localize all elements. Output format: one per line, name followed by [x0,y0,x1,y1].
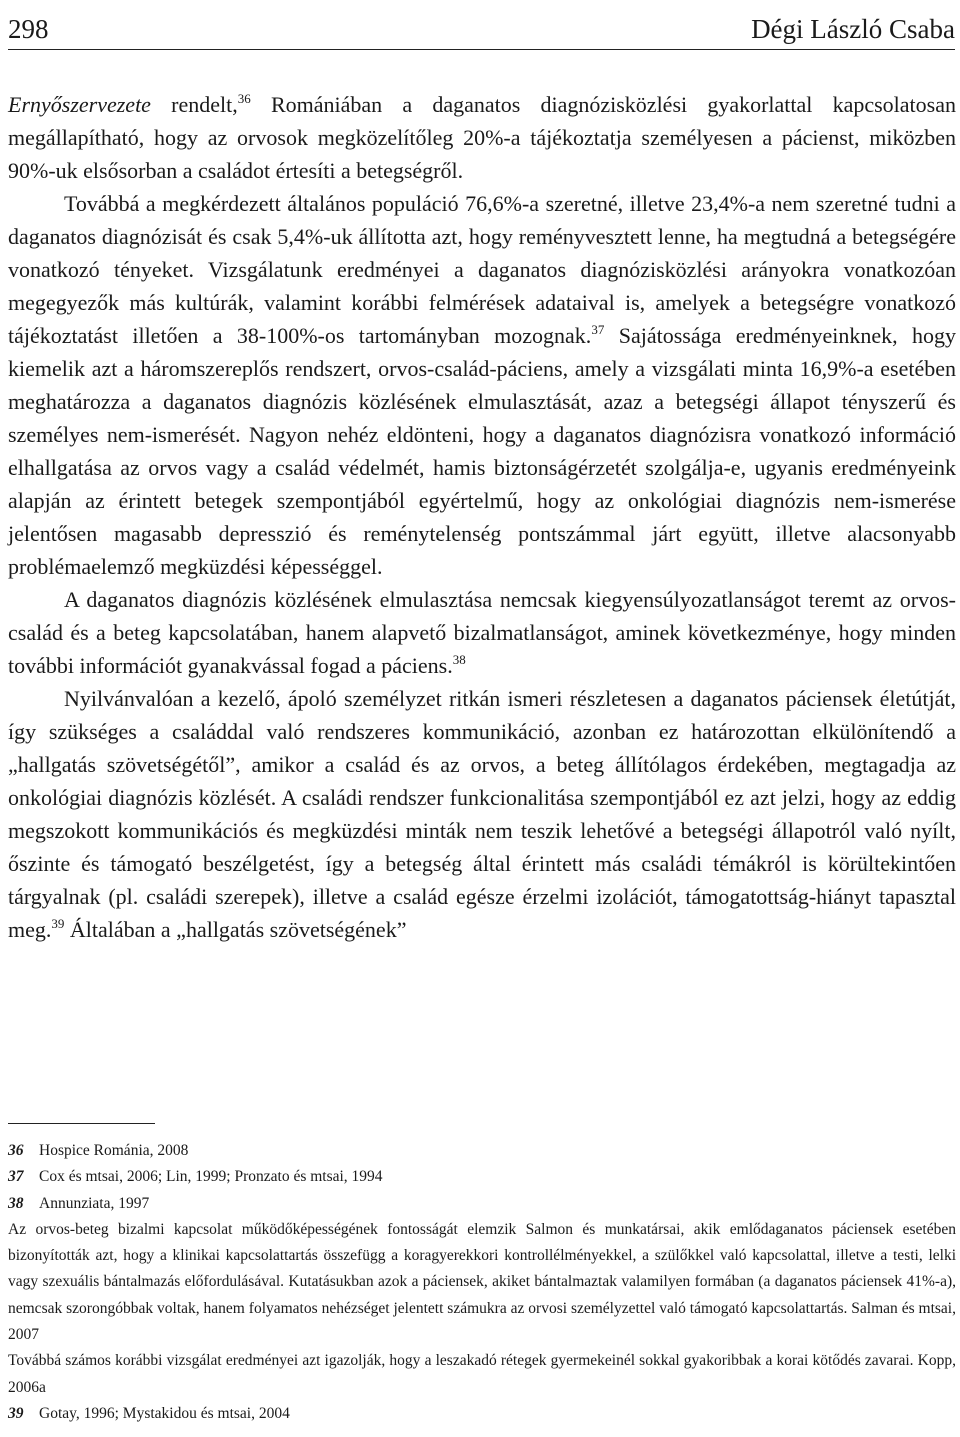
footnote-text: Cox és mtsai, 2006; Lin, 1999; Pronzato és mtsai, 1994 [39,1168,383,1186]
paragraph-4-text-a: Nyilvánvalóan a kezelő, ápoló személyzet ritkán ismeri részletesen a daganatos páciensek életútját, így szükséges a családdal való rendszeres kommunikáció, azonban ez határozottan elkülönítendő a „hallgatás szövetségétől”, amikor a család és az orvos, a beteg állítólagos érdekében, megtagadja az onkológiai diagnózis közlését. A családi rendszer funkcionalitása szempontjából ez azt jelzi, hogy az eddig megszokott kommunikációs és megküzdési minták nem teszik lehetővé a betegségi állapotról való nyílt, őszinte és támogató beszélgetést, így a betegség által érintett más családi témákról is körültekintően tárgyalnak (pl. családi szerepek), illetve a család egésze érzelmi izolációt, támogatottság-hiányt tapasztal meg. [8,686,956,942]
footnote-number: 37 [8,1168,24,1186]
footnote-ref-36: 36 [237,91,251,106]
paragraph-2-text-a: Továbbá a megkérdezett általános populáció 76,6%-a szeretné, illetve 23,4%-a nem szeretné tudni a daganatos diagnózisát és csak 5,4%-uk állította azt, hogy reményvesztett lenne, ha megtudná a betegségére vonatkozó tényeket. Vizsgálatunk eredményei a daganatos diagnózisközlési arányokra vonatkozóan megegyezők más kultúrák, valamint korábbi felmérések adataival is, amelyek a betegségre vonatkozó tájékoztatást illetően a 38-100%-os tartományban mozognak. [8,191,956,348]
italic-term: Ernyőszervezete [8,92,151,117]
footnote-ref-37: 37 [591,322,605,337]
footnote-text: Hospice Románia, 2008 [39,1142,189,1159]
paragraph-2-text-b: Sajátossága eredményeinknek, hogy kiemelik azt a háromszereplős rendszert, orvos-család-páciens, amely a vizsgálati minta 16,9%-a esetében meghatározza a daganatos diagnózis közlésének elmulasztását, azaz a betegségi állapot tényszerű és személyes nem-ismerését. Nagyon nehéz eldönteni, hogy a daganatos diagnózisra vonatkozó információ elhallgatása az orvos vagy a család védelmét, hamis biztonságérzetét szolgálja-e, ugyanis eredményeink alapján az érintett betegek szempontjából egyértelmű, hogy az onkológiai diagnózis nem-ismerése jelentősen magasabb depresszió és reménytelenség pontszámmal járt együtt, illetve alacsonyabb problémaelemző megküzdési képességgel. [8,323,957,579]
paragraph-4 [8,682,956,946]
footnote-number: 36 [8,1142,24,1159]
running-author: Dégi László Csaba [751,14,955,44]
footnote-text: Gotay, 1996; Mystakidou és mtsai, 2004 [39,1404,290,1422]
footnote-38-continuation-2: Továbbá számos korábbi vizsgálat eredményei azt igazolják, hogy a leszakadó rétegek gyermekeinél sokkal gyakoribbak a korai kötődés zavarai. Kopp, 2006a [8,1352,956,1396]
paragraph-2 [8,187,956,583]
footnote-number: 38 [8,1194,24,1212]
footnote-38 [8,1191,956,1217]
footnote-text: Annunziata, 1997 [39,1194,150,1212]
footnote-39 [8,1401,956,1427]
footnote-37 [8,1164,956,1190]
footnotes [8,1138,956,1427]
footnote-36 [8,1138,956,1164]
paragraph-3 [8,583,956,682]
page-header [8,0,955,44]
body-text [8,88,956,946]
header-rule [8,49,955,50]
paragraph-1-text-b: Romániában a daganatos diagnózisközlési gyakorlattal kapcsolatosan megállapítható, hogy az orvosok megközelítőleg 20%-a tájékoztatja személyesen a pácienst, miközben 90%-uk elsősorban a családot értesíti a betegségről. [8,92,956,183]
footnote-ref-38: 38 [452,652,466,667]
paragraph-4-text-b: Általában a „hallgatás szövetségének” [64,917,407,942]
paragraph-1 [8,88,956,187]
footnote-number: 39 [8,1404,24,1422]
footnote-38-continuation: Az orvos-beteg bizalmi kapcsolat működőképességének fontosságát elemzik Salmon és munkatársai, akik emlődaganatos páciensek esetében bizonyították azt, hogy a klinikai kapcsolattartás összefügg a koragyerekkori kontrollélményekkel, a szülőkkel való kapcsolattal, illetve a testi, lelki vagy szexuális bántalmazás előfordulásával. Kutatásukban azok a páciensek, akiket bántalmaztak valamilyen formában (a daganatos páciensek 41%-a), nemcsak szorongóbbak voltak, hanem folyamatos nehézséget jelentett számukra az orvosi személyzettel való támogató kapcsolattartás. Salman és mtsai, 2007 [8,1220,956,1344]
paragraph-3-text: A daganatos diagnózis közlésének elmulasztása nemcsak kiegyensúlyozatlanságot teremt az orvos-család és a beteg kapcsolatában, hanem alapvető bizalmatlanságot, aminek következménye, hogy minden további információt gyanakvással fogad a páciens. [8,587,956,678]
footnote-ref-39: 39 [51,916,65,931]
page-number: 298 [8,14,49,44]
footnote-rule [8,1123,155,1124]
paragraph-1-text-a: rendelt, [150,92,238,117]
